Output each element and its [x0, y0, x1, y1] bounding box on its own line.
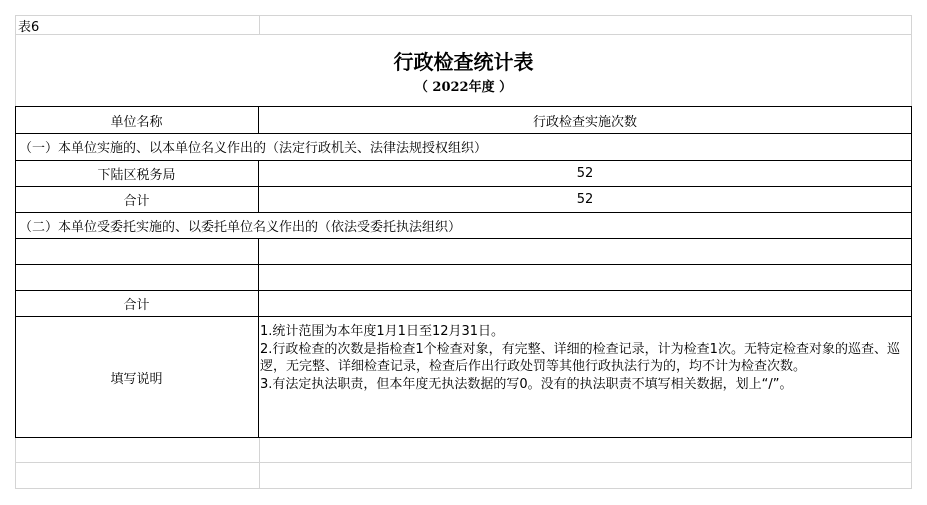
inspection-count-cell: 52 [576, 165, 594, 181]
page-title: 行政检查统计表 [393, 50, 534, 74]
table-row [15, 264, 912, 290]
table-row [15, 290, 912, 316]
section1-heading: （一）本单位实施的、以本单位名义作出的（法定行政机关、法律法规授权组织） [19, 140, 488, 156]
table-row [15, 186, 912, 212]
notes-label: 填写说明 [110, 371, 163, 387]
total-label-cell: 合计 [123, 193, 150, 209]
total-count-cell: 52 [576, 191, 594, 207]
header-unit-name: 单位名称 [110, 114, 163, 130]
unit-name-cell: 下陆区税务局 [97, 167, 176, 183]
notes-text [260, 323, 905, 393]
empty-grid-row [15, 438, 912, 463]
note-line: 1.统计范围为本年度1月1日至12月31日。 [260, 324, 505, 339]
header-row [15, 107, 912, 133]
page-subtitle: （ 2022年度 ） [414, 80, 513, 95]
section2-total-label: 合计 [123, 297, 150, 313]
note-line: 3.有法定执法职责，但本年度无执法数据的写0。没有的执法职责不填写相关数据，划上“/”。 [260, 376, 793, 392]
empty-grid-row [15, 463, 912, 489]
table-row [15, 238, 912, 264]
table-row [15, 160, 912, 186]
table-label: 表6 [18, 20, 40, 35]
note-line: 2.行政检查的次数是指检查1个检查对象，有完整、详细的检查记录，计为检查1次。无特定检查对象的巡查、巡逻，无完整、详细检查记录，检查后作出行政处罚等其他行政执法行为的，均不计为检查次数。 [260, 341, 900, 374]
section2-heading-row [15, 212, 912, 238]
header-inspection-count: 行政检查实施次数 [532, 114, 637, 130]
label-row [15, 15, 912, 35]
section1-heading-row [15, 133, 912, 159]
section2-heading: （二）本单位受委托实施的、以委托单位名义作出的（依法受委托执法组织） [19, 219, 462, 235]
